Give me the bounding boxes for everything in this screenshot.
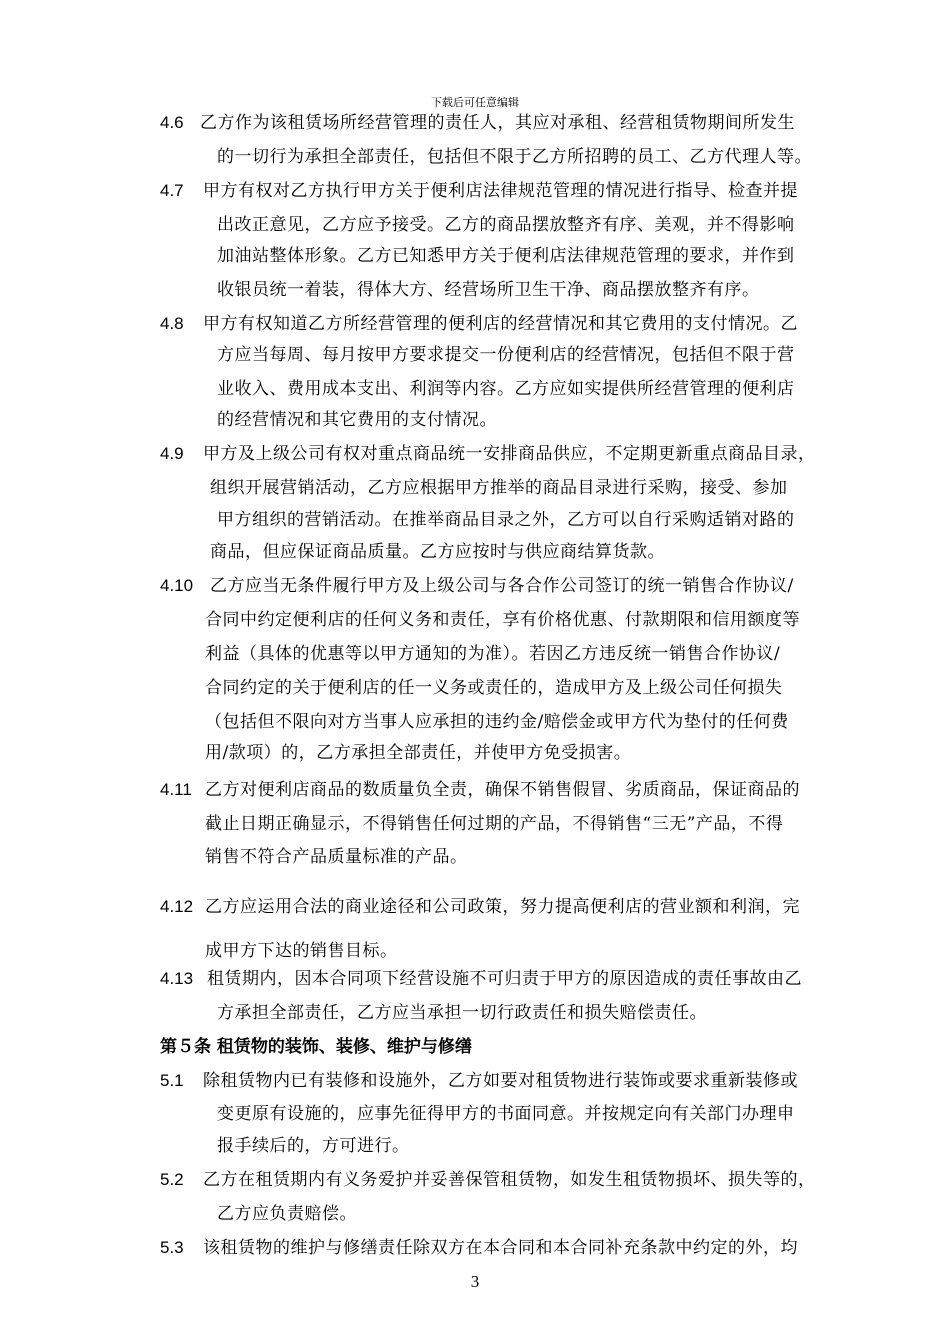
clause-text-line: 乙方在租赁期内有义务爱护并妥善保管租赁物，如发生租赁物损坏、损失等的， [203,1170,816,1190]
clause-text-line: 甲方及上级公司有权对重点商品统一安排商品供应，不定期更新重点商品目录， [203,444,816,464]
clause-number: 4.9 [160,444,184,463]
clause-text-line: 乙方对便利店商品的数质量负全责，确保不销售假冒、劣质商品，保证商品的 [205,780,800,800]
clause-text-line: 加油站整体形象。乙方已知悉甲方关于便利店法律规范管理的要求，并作到 [217,246,795,266]
clause-number: 5.3 [160,1238,184,1257]
clause-text-line: 用/款项）的，乙方承担全部责任，并使甲方免受损害。 [205,743,632,763]
clause-number: 4.11 [160,780,192,799]
clause-text-line: 甲方组织的营销活动。在推举商品目录之外，乙方可以自行采购适销对路的 [217,510,795,530]
clause-number: 4.10 [160,576,194,595]
clause-number: 4.6 [160,113,184,132]
clause-number: 4.8 [160,314,184,333]
clause-text-line: 出改正意见，乙方应予接受。乙方的商品摆放整齐有序、美观，并不得影响 [217,215,795,235]
clause-text-line: 截止日期正确显示，不得销售任何过期的产品，不得销售“三无”产品，不得 [205,814,784,834]
clause-text-line: 乙方应当无条件履行甲方及上级公司与各合作公司签订的统一销售合作协议/ [210,576,794,596]
clause-text-line: 甲方有权对乙方执行甲方关于便利店法律规范管理的情况进行指导、检查并提 [203,181,798,201]
page-number: 3 [470,1272,480,1291]
clause-text-line: 利益（具体的优惠等以甲方通知的为准）。若因乙方违反统一销售合作协议/ [205,644,781,664]
header-note: 下载后可任意编辑 [431,96,519,109]
clause-text-line: （包括但不限向对方当事人应承担的违约金/赔偿金或甲方代为垫付的任何费 [205,712,789,732]
clause-text-line: 销售不符合产品质量标准的产品。 [205,847,468,867]
clause-text-line: 的经营情况和其它费用的支付情况。 [217,410,497,430]
clause-text-line: 商品，但应保证商品质量。乙方应按时与供应商结算货款。 [210,542,665,562]
clause-text-line: 该租赁物的维护与修缮责任除双方在本合同和本合同补充条款中约定的外，均 [203,1238,798,1258]
clause-number: 4.13 [160,969,194,988]
clause-number: 4.12 [160,897,194,916]
clause-text-line: 组织开展营销活动，乙方应根据甲方推举的商品目录进行采购，接受、参加 [210,478,788,498]
clause-text-line: 除租赁物内已有装修和设施外，乙方如要对租赁物进行装饰或要求重新装修或 [203,1071,798,1091]
clause-text-line: 租赁期内，因本合同项下经营设施不可归责于甲方的原因造成的责任事故由乙 [207,969,802,989]
clause-text-line: 报手续后的，方可进行。 [217,1136,410,1156]
clause-text-line: 乙方应负责赔偿。 [217,1204,357,1224]
clause-text-line: 收银员统一着装，得体大方、经营场所卫生干净、商品摆放整齐有序。 [217,280,760,300]
clause-text-line: 的一切行为承担全部责任，包括但不限于乙方所招聘的员工、乙方代理人等。 [217,147,812,167]
clause-number: 5.1 [160,1071,184,1090]
clause-text-line: 合同中约定便利店的任何义务和责任，享有价格优惠、付款期限和信用额度等 [205,610,800,630]
clause-text-line: 甲方有权知道乙方所经营管理的便利店的经营情况和其它费用的支付情况。乙 [203,314,798,334]
clause-text-line: 合同约定的关于便利店的任一义务或责任的，造成甲方及上级公司任何损失 [205,678,783,698]
clause-text-line: 业收入、费用成本支出、利润等内容。乙方应如实提供所经营管理的便利店 [217,379,795,399]
clause-text-line: 变更原有设施的，应事先征得甲方的书面同意。并按规定向有关部门办理申 [217,1104,795,1124]
clause-text-line: 乙方应运用合法的商业途径和公司政策，努力提高便利店的营业额和利润，完 [205,897,800,917]
clause-text-line: 方承担全部责任，乙方应当承担一切行政责任和损失赔偿责任。 [217,1003,707,1023]
clause-text-line: 方应当每周、每月按甲方要求提交一份便利店的经营情况，包括但不限于营 [217,345,795,365]
clause-text-line: 成甲方下达的销售目标。 [205,941,398,961]
clause-number: 4.7 [160,181,184,200]
section-heading: 第５条 租赁物的装饰、装修、维护与修缮 [160,1037,472,1057]
clause-text-line: 乙方作为该租赁场所经营管理的责任人，其应对承租、经营租赁物期间所发生 [200,113,795,133]
clause-number: 5.2 [160,1170,184,1189]
